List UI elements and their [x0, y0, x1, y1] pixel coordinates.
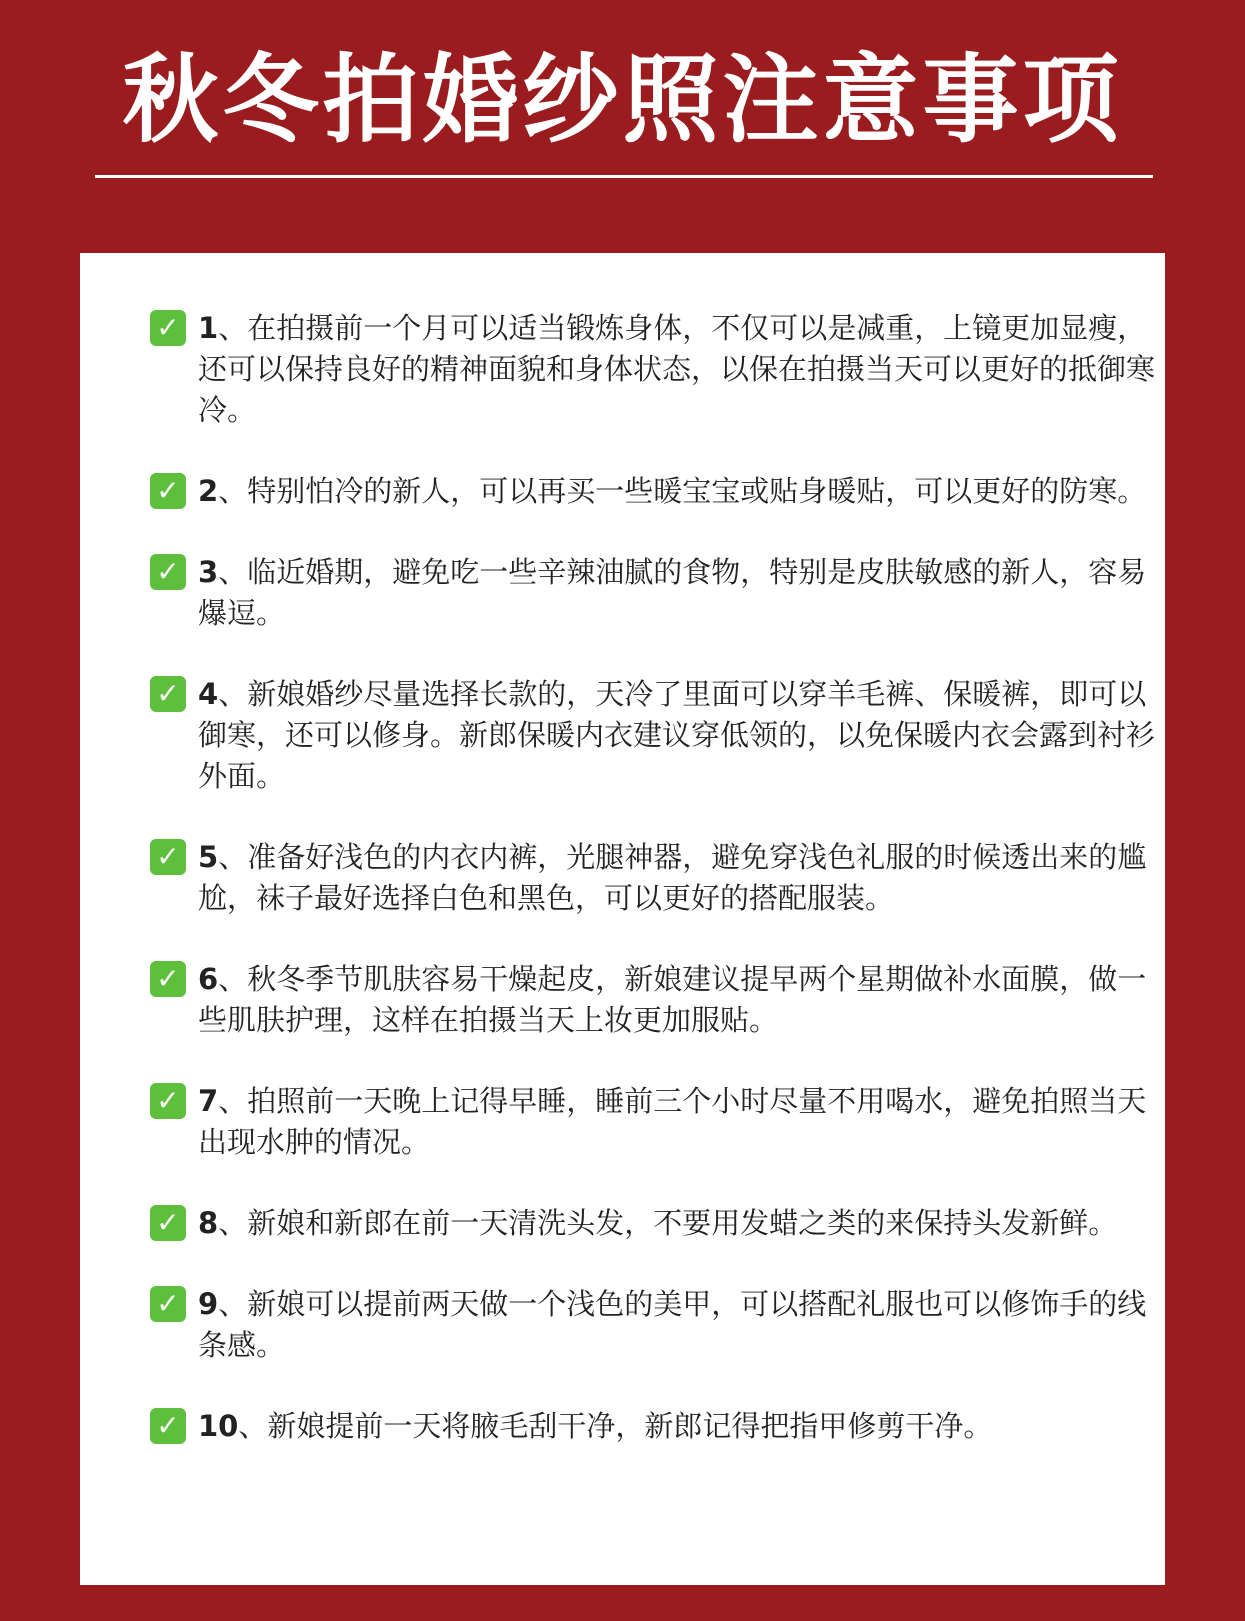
check-mark-icon: ✓ — [150, 473, 186, 509]
list-item — [150, 959, 1165, 1041]
check-mark-icon: ✓ — [150, 1083, 186, 1119]
check-mark-icon: ✓ — [150, 1286, 186, 1322]
tip-number: 5 — [198, 840, 219, 874]
check-mark-icon: ✓ — [150, 310, 186, 346]
tip-text: 、在拍摄前一个月可以适当锻炼身体，不仅可以是减重，上镜更加显瘦，还可以保持良好的精神面貌和身体状态，以保在拍摄当天可以更好的抵御寒冷。 — [198, 311, 1156, 427]
tip-text: 、新娘和新郎在前一天清洗头发，不要用发蜡之类的来保持头发新鲜。 — [218, 1206, 1118, 1240]
check-mark-icon: ✓ — [150, 839, 186, 875]
tip-number: 8 — [198, 1206, 219, 1240]
check-mark-icon: ✓ — [150, 961, 186, 997]
tip-number: 2 — [198, 474, 219, 508]
tips-list — [150, 308, 1165, 1447]
page-title: 秋冬拍婚纱照注意事项 — [122, 44, 1123, 156]
tip-text: 、新娘可以提前两天做一个浅色的美甲，可以搭配礼服也可以修饰手的线条感。 — [198, 1287, 1147, 1362]
tip-text: 、拍照前一天晚上记得早睡，睡前三个小时尽量不用喝水，避免拍照当天出现水肿的情况。 — [198, 1084, 1147, 1159]
tips-card — [80, 253, 1165, 1585]
tip-number: 6 — [198, 962, 219, 996]
tip-text: 、准备好浅色的内衣内裤，光腿神器，避免穿浅色礼服的时候透出来的尴尬，袜子最好选择白色和黑色，可以更好的搭配服装。 — [198, 840, 1147, 915]
check-mark-icon: ✓ — [150, 1408, 186, 1444]
check-mark-icon: ✓ — [150, 554, 186, 590]
tip-text: 、特别怕冷的新人，可以再买一些暖宝宝或贴身暖贴，可以更好的防寒。 — [218, 474, 1147, 508]
list-item — [150, 1203, 1165, 1244]
list-item — [150, 552, 1165, 634]
tip-number: 10 — [198, 1409, 239, 1443]
list-item — [150, 471, 1165, 512]
tip-number: 7 — [198, 1084, 219, 1118]
list-item — [150, 837, 1165, 919]
check-mark-icon: ✓ — [150, 1205, 186, 1241]
tip-text: 、新娘婚纱尽量选择长款的，天冷了里面可以穿羊毛裤、保暖裤，即可以御寒，还可以修身。新郎保暖内衣建议穿低领的，以免保暖内衣会露到衬衫外面。 — [198, 677, 1156, 793]
tip-number: 9 — [198, 1287, 219, 1321]
title-underline — [95, 175, 1153, 178]
list-item — [150, 1406, 1165, 1447]
tip-number: 3 — [198, 555, 219, 589]
tip-text: 、临近婚期，避免吃一些辛辣油腻的食物，特别是皮肤敏感的新人，容易爆逗。 — [198, 555, 1147, 630]
tip-number: 4 — [198, 677, 219, 711]
list-item — [150, 1284, 1165, 1366]
list-item — [150, 1081, 1165, 1163]
check-mark-icon: ✓ — [150, 676, 186, 712]
tip-number: 1 — [198, 311, 219, 345]
list-item — [150, 674, 1165, 797]
tip-text: 、秋冬季节肌肤容易干燥起皮，新娘建议提早两个星期做补水面膜，做一些肌肤护理，这样在拍摄当天上妆更加服贴。 — [198, 962, 1147, 1037]
tip-text: 、新娘提前一天将腋毛刮干净，新郎记得把指甲修剪干净。 — [238, 1409, 993, 1443]
list-item — [150, 308, 1165, 431]
